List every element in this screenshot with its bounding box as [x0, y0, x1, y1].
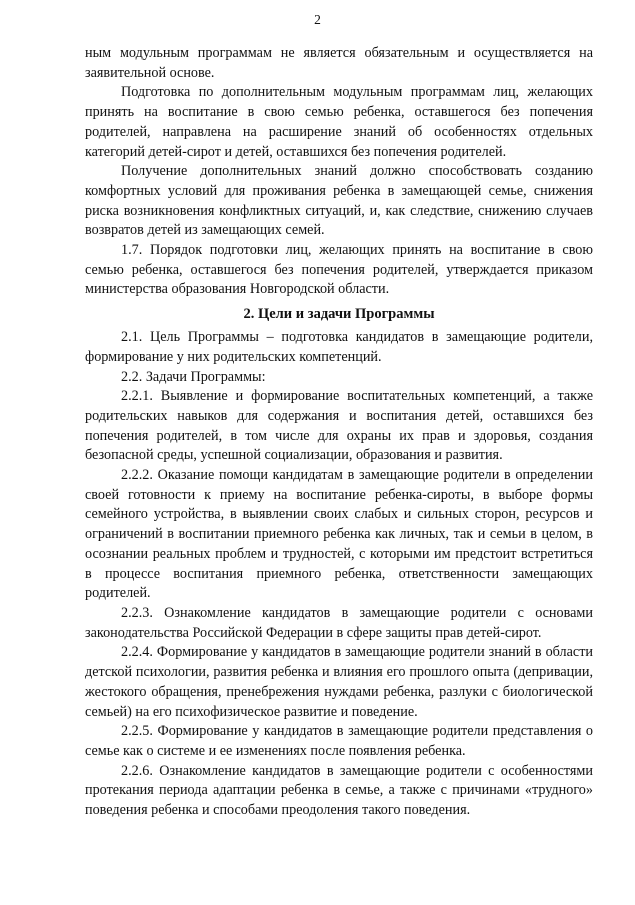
paragraph: Подготовка по дополнительным модульным программам лиц, желающих принять на воспитание в свою семью ребенка, оставшегося без попечения родителей, направлена на расширение знаний об особенностях отдельных категорий детей-сирот и детей, оставшихся без попечения родителей. — [85, 84, 593, 160]
paragraph-clause-2-2-1: 2.2.1. Выявление и формирование воспитательных компетенций, а также родительских навыков для содержания и воспитания детей, оставшихся без попечения родителей, в том числе для охраны их прав и здоровья, создания безопасной среды, успешной социализации, образования и развития. — [85, 388, 593, 464]
paragraph-clause-2-2: 2.2. Задачи Программы: — [121, 368, 266, 385]
paragraph-clause-1-7: 1.7. Порядок подготовки лиц, желающих принять на воспитание в свою семью ребенка, оставшегося без попечения родителей, утверждается приказом министерства образования Новгородской области. — [85, 242, 593, 298]
paragraph-clause-2-1: 2.1. Цель Программы – подготовка кандидатов в замещающие родители, формирование у них родительских компетенций. — [85, 329, 593, 365]
paragraph-clause-2-2-3: 2.2.3. Ознакомление кандидатов в замещающие родители с основами законодательства Российской Федерации в сфере защиты прав детей-сирот. — [85, 604, 593, 641]
paragraph-clause-2-2-2: 2.2.2. Оказание помощи кандидатам в замещающие родители в определении своей готовности к приему на воспитание ребенка-сироты, в выборе формы семейного устройства, в выявлении своих слабых и сильных сторон, ресурсов и ограничений в воспитании приемного ребенка как личных, так и семьи в целом, в осознании реальных проблем и трудностей, с которыми им предстоит встретиться в процессе воспитания приемного ребенка, ответственности замещающих родителей. — [85, 467, 593, 602]
page-number: 2 — [314, 12, 321, 27]
paragraph-clause-2-2-4: 2.2.4. Формирование у кандидатов в замещающие родители знаний в области детской психологии, развития ребенка и влияния его прошлого опыта (депривации, жестокого обращения, пренебрежения нуждами ребенка, разлуки с биологической семьей) на его психофизическое развитие и поведение. — [85, 644, 593, 720]
paragraph: Получение дополнительных знаний должно способствовать созданию комфортных условий для проживания ребенка в замещающей семье, снижения риска возникновения конфликтных ситуаций, и, как следствие, снижению случаев возвратов детей из замещающих семей. — [85, 163, 593, 239]
paragraph-clause-2-2-6: 2.2.6. Ознакомление кандидатов в замещающие родители с особенностями протекания периода адаптации ребенка в семье, а также с причинами «трудного» поведения ребенка и способами преодоления такого поведения. — [85, 762, 593, 819]
document-body — [85, 44, 593, 821]
paragraph-continuation: ным модульным программам не является обязательным и осуществляется на заявительной основе. — [85, 45, 593, 81]
paragraph-clause-2-2-5: 2.2.5. Формирование у кандидатов в замещающие родители представления о семье как о системе и ее изменениях после появления ребенка. — [85, 723, 593, 759]
section-heading: 2. Цели и задачи Программы — [243, 306, 435, 323]
